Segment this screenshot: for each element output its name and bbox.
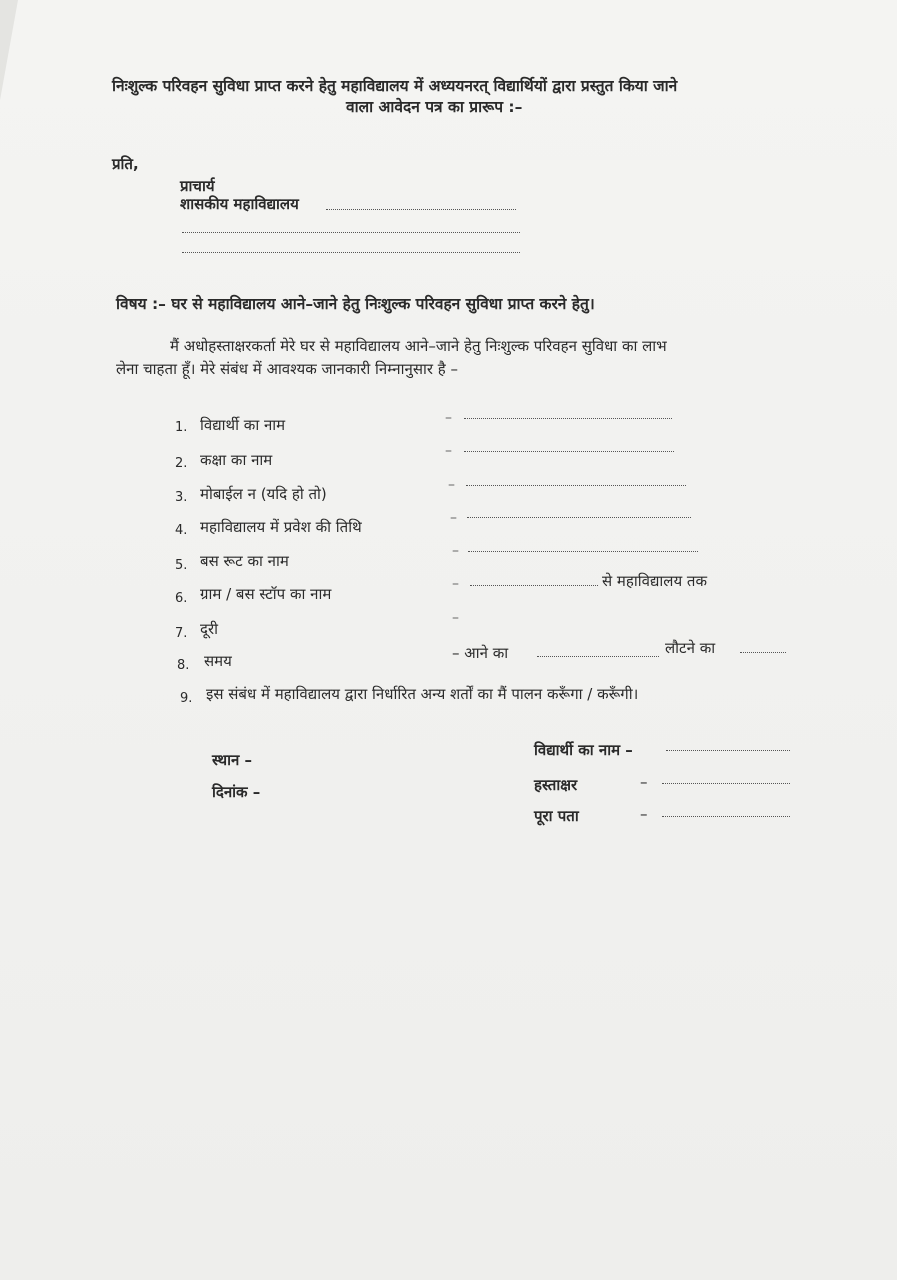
- field-dash: –: [445, 443, 452, 459]
- field-dash: –: [445, 410, 452, 426]
- address-line-2[interactable]: [182, 232, 520, 233]
- principal-label: प्राचार्य: [180, 177, 215, 195]
- college-label: शासकीय महाविद्यालय: [180, 195, 299, 213]
- field-label-class-name: कक्षा का नाम: [200, 451, 273, 469]
- college-name-line[interactable]: [326, 209, 516, 210]
- declaration-text: इस संबंध में महाविद्यालय द्वारा निर्धारित अन्य शर्तों का मैं पालन करूँगा / करूँगी।: [206, 685, 639, 703]
- field-number: 8.: [177, 658, 190, 673]
- field-label-distance: दूरी: [200, 620, 218, 638]
- return-label: लौटने का: [665, 639, 716, 657]
- arrive-time-input-line[interactable]: [537, 656, 659, 657]
- field-dash: –: [448, 477, 455, 493]
- full-address-line[interactable]: [662, 816, 790, 817]
- mobile-input-line[interactable]: [466, 485, 686, 486]
- signature-dash: –: [640, 773, 648, 791]
- date-label: दिनांक –: [212, 783, 261, 801]
- field-label-bus-route: बस रूट का नाम: [200, 552, 289, 570]
- field6-suffix: से महाविद्यालय तक: [602, 572, 707, 590]
- form-title-line1: निःशुल्क परिवहन सुविधा प्राप्त करने हेतु महाविद्यालय में अध्ययनरत् विद्यार्थियों द्वारा प्रस्तुत किया जाने: [112, 77, 678, 95]
- signature-line[interactable]: [662, 783, 790, 784]
- field-number: 3.: [175, 490, 188, 505]
- field-label-time: समय: [204, 652, 232, 670]
- return-time-input-line[interactable]: [740, 652, 786, 653]
- full-address-label: पूरा पता: [534, 807, 579, 825]
- field-number: 1.: [175, 420, 188, 435]
- form-title-line2: वाला आवेदन पत्र का प्रारूप :–: [346, 98, 523, 116]
- signature-student-name-line[interactable]: [666, 750, 790, 751]
- field-dash: –: [452, 543, 459, 559]
- body-line2: लेना चाहता हूँ। मेरे संबंध में आवश्यक जानकारी निम्नानुसार है –: [116, 360, 458, 378]
- field-label-admission-date: महाविद्यालय में प्रवेश की तिथि: [200, 518, 362, 536]
- signature-label: हस्ताक्षर: [534, 776, 578, 794]
- arrive-label: – आने का: [452, 644, 509, 662]
- place-label: स्थान –: [212, 751, 253, 769]
- address-line-3[interactable]: [182, 252, 520, 253]
- page-fold-corner: [0, 0, 18, 100]
- subject-line: विषय :– घर से महाविद्यालय आने–जाने हेतु निःशुल्क परिवहन सुविधा प्राप्त करने हेतु।: [116, 295, 595, 313]
- field-dash: –: [450, 510, 457, 526]
- bus-route-input-line[interactable]: [468, 551, 698, 552]
- field-dash: –: [452, 576, 459, 592]
- field-number: 6.: [175, 591, 188, 606]
- admission-date-input-line[interactable]: [467, 517, 691, 518]
- student-name-input-line[interactable]: [464, 418, 672, 419]
- village-input-line[interactable]: [470, 585, 598, 586]
- field-number: 4.: [175, 523, 188, 538]
- field-label-mobile: मोबाईल न (यदि हो तो): [200, 485, 327, 503]
- field-number: 7.: [175, 626, 188, 641]
- prati-label: प्रति,: [112, 155, 139, 173]
- field-number: 5.: [175, 558, 188, 573]
- class-name-input-line[interactable]: [464, 451, 674, 452]
- address-dash: –: [640, 805, 648, 823]
- field-label-student-name: विद्यार्थी का नाम: [200, 416, 286, 434]
- declaration-number: 9.: [180, 691, 193, 706]
- body-line1: मैं अधोहस्ताक्षरकर्ता मेरे घर से महाविद्यालय आने–जाने हेतु निःशुल्क परिवहन सुविधा का लाभ: [170, 337, 667, 355]
- student-name-label: विद्यार्थी का नाम –: [534, 741, 633, 759]
- field-number: 2.: [175, 456, 188, 471]
- field-label-village-bus-stop: ग्राम / बस स्टॉप का नाम: [200, 585, 332, 603]
- field-dash: –: [452, 610, 459, 626]
